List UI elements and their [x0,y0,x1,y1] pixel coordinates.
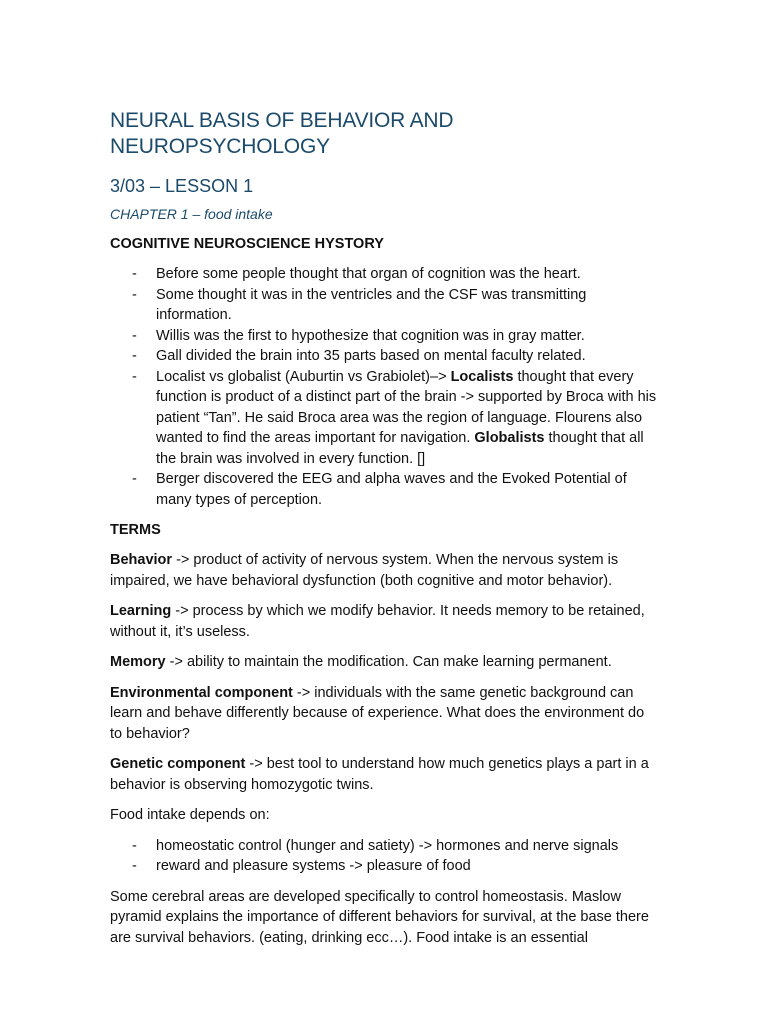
food-intro: Food intake depends on: [110,807,270,823]
term-behavior: Behavior -> product of activity of nervous system. When the nervous system is impaired, we have behavioral dysfunction (both cognitive and motor behavior). [110,552,619,589]
food-closing: Some cerebral areas are developed specifically to control homeostasis. Maslow pyramid explains the importance of different behaviors for survival, at the base there are survival behaviors. (eating, drinking ecc…). Food intake is an essential [110,888,649,946]
term-learning: Learning -> process by which we modify behavior. It needs memory to be retained, without it, it’s useless. [110,603,645,640]
term-environmental: Environmental component -> individuals with the same genetic background can learn and behave differently because of experience. What does the environment do to behavior? [110,684,645,742]
term-memory: Memory -> ability to maintain the modification. Can make learning permanent. [110,654,612,670]
chapter-heading: CHAPTER 1 – food intake [110,206,273,222]
document-page [110,108,658,958]
list-item: - Berger discovered the EEG and alpha waves and the Evoked Potential of many types of perception. [132,471,627,508]
terms-heading: TERMS [110,522,161,538]
list-item: - Gall divided the brain into 35 parts based on mental faculty related. [132,348,586,364]
document-title: NEURAL BASIS OF BEHAVIOR AND NEUROPSYCHOLOGY [110,109,454,158]
food-list [110,836,658,877]
history-list [110,264,658,510]
globalists-term: Globalists [474,430,545,446]
list-item: - Some thought it was in the ventricles and the CSF was transmitting information. [132,286,587,323]
history-heading: COGNITIVE NEUROSCIENCE HYSTORY [110,236,384,252]
term-genetic: Genetic component -> best tool to understand how much genetics plays a part in a behavior is observing homozygotic twins. [110,756,649,793]
list-item: - homeostatic control (hunger and satiety) -> hormones and nerve signals [132,837,619,854]
list-item: - Willis was the first to hypothesize that cognition was in gray matter. [132,327,585,344]
list-item: - Before some people thought that organ of cognition was the heart. [132,266,581,282]
lesson-heading: 3/03 – LESSON 1 [110,176,254,196]
list-item: - Localist vs globalist (Auburtin vs Grabiolet)–> Localists thought that every function is product of a distinct part of the brain -> supported by Broca with his patient “Tan”. He said Broca area was the region of language. Flourens also wanted to find the areas important for navigation. Globalists thought that all the brain was involved in every function. [] [132,368,657,467]
localists-term: Localists [450,368,514,385]
list-item: - reward and pleasure systems -> pleasure of food [132,858,471,874]
